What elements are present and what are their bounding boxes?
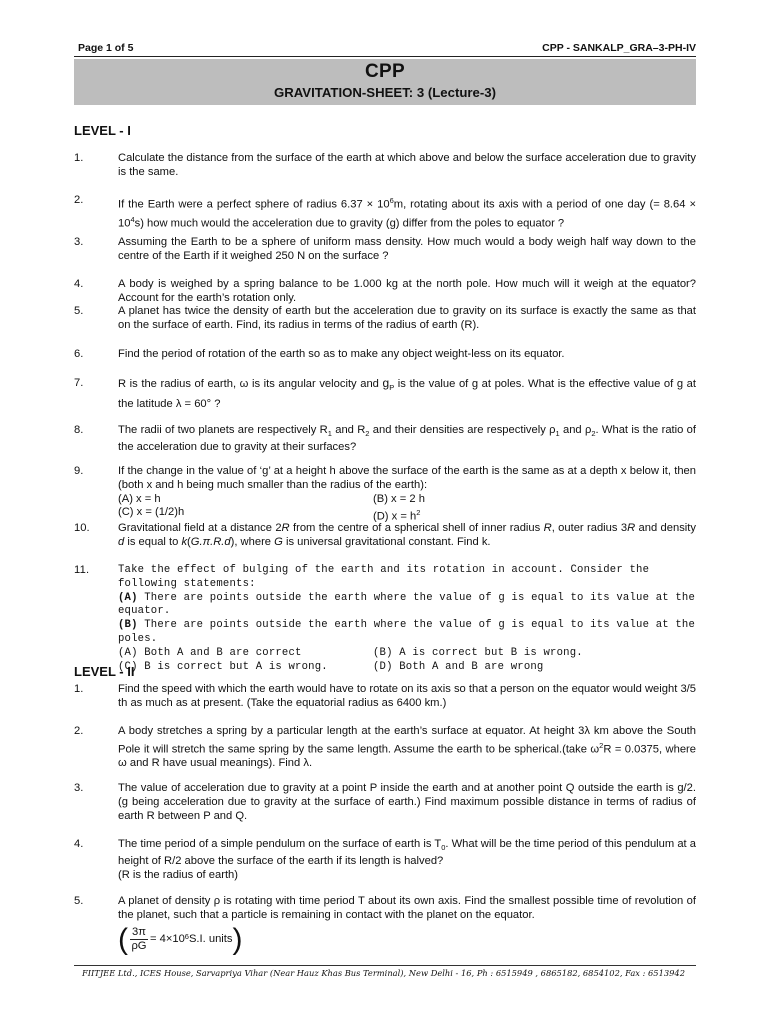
statement-b: (B) There are points outside the earth where the value of g is equal to its value at the poles. <box>118 619 696 645</box>
level-2-question-4 <box>74 838 696 883</box>
question-text: The radii of two planets are respectively $R_1$ and $R_2$ and their densities are respectively $\rho_1$ and $\rho_2$. What is the ratio of the acceleration due to gravity at their surfaces? <box>118 424 696 454</box>
level-1-question-9 <box>74 465 696 525</box>
level-1-question-10 <box>74 522 696 550</box>
option-a: (A) x = h <box>118 492 161 505</box>
option-b: (B) A is correct but B is wrong. <box>373 646 583 659</box>
statement-a: (A) There are points outside the earth where the value of g is equal to its value at the equator. <box>118 591 696 618</box>
question-text: Find the period of rotation of the earth so as to make any object weight-less on its equator. <box>118 348 565 360</box>
question-text: A planet of density ρ is rotating with time period T about its own axis. Find the smallest possible time of revolution of the planet, such that a particle is remaining in contact with the planet on the equator. ( $\frac{3\pi}{\rho G}$ = 4×10 $^6$ S.I. units ) <box>118 895 696 956</box>
fraction: $\frac{3\pi}{\rho G}$ <box>131 925 147 953</box>
question-text: A body is weighed by a spring balance to be 1.000 kg at the north pole. How much will it weigh at the equator? Account for the earth’s rotation only. <box>118 278 696 304</box>
level-2-question-3 <box>74 782 696 823</box>
answer-options <box>118 647 696 675</box>
level-1-heading: LEVEL - I <box>74 123 131 138</box>
question-number: 4. <box>74 838 84 850</box>
title-box <box>74 59 696 105</box>
question-number: 7. <box>74 377 84 389</box>
level-1-question-11 <box>74 564 696 674</box>
question-number: 2. <box>74 725 84 737</box>
level-2-question-2 <box>74 725 696 771</box>
question-text: The time period of a simple pendulum on the surface of earth is $T_0$. What will be the time period of this pendulum at a height of R/2 above the surface of the earth if its length is halved? (R is the radius of earth) <box>118 838 696 881</box>
formula: ( $\frac{3\pi}{\rho G}$ = 4×10 $^6$ S.I. units ) <box>118 922 243 956</box>
question-number: 6. <box>74 348 84 360</box>
question-number: 4. <box>74 278 84 290</box>
question-number: 5. <box>74 895 84 907</box>
level-1-question-7 <box>74 375 696 413</box>
level-2-heading: LEVEL - II <box>74 664 135 679</box>
level-1-question-8 <box>74 424 696 455</box>
level-2-question-1 <box>74 683 696 711</box>
level-1-question-2 <box>74 194 696 231</box>
question-number: 1. <box>74 152 84 164</box>
page-subtitle: GRAVITATION-SHEET: 3 (Lecture-3) <box>273 85 496 100</box>
question-text: If the Earth were a perfect sphere of radius $6.37 \times 10^6m$, rotating about its axis with a period of one day (= $8.64 \times 10^4s$) how much would the acceleration due to gravity (g) differ from the poles to equator ? <box>118 196 696 230</box>
level-1-question-3 <box>74 236 696 264</box>
option-a: (A) Both A and B are correct <box>118 646 302 659</box>
question-number: 5. <box>74 305 84 317</box>
option-d: (D) Both A and B are wrong <box>373 660 544 673</box>
level-2-question-5 <box>74 895 696 954</box>
footer-address: FIITJEE Ltd., ICES House, Sarvapriya Vihar (Near Hauz Khas Bus Terminal), New Delhi - 16, Ph : 6515949 , 6865182, 6854102, Fax : 6513942 <box>82 968 685 978</box>
option-c: (C) B is correct but A is wrong. <box>118 660 328 673</box>
option-d: (D) $x = h^2$ <box>373 508 421 524</box>
question-number: 8. <box>74 424 84 436</box>
page-title: CPP <box>365 61 405 82</box>
question-text: Find the speed with which the earth would have to rotate on its axis so that a person on the equator would weight 3/5 th as much as at present. (Take the equatorial radius as 6400 km.) <box>118 683 696 709</box>
question-text: If the change in the value of ‘g’ at a height h above the surface of the earth is the same as at a depth x below it, then (both x and h being much smaller than the radius of the earth): (A) x = h (B) x = 2 h (C) x = (1/2)h (D) $x = h^2$ <box>118 465 696 524</box>
question-number: 3. <box>74 236 84 248</box>
level-1-question-5 <box>74 305 696 333</box>
level-1-question-1 <box>74 152 696 180</box>
question-text: A body stretches a spring by a particular length at the earth’s surface at equator. At height 3λ km above the South Pole it will stretch the same spring by the same length. Assume the earth to be spherical.(take $\omega^2R = 0.0375$, where ω and R have usual meanings). Find λ. <box>118 725 696 770</box>
option-c: (C) x = (1/2)h <box>118 506 185 519</box>
question-text: Assuming the Earth to be a sphere of uniform mass density. How much would a body weigh half way down to the centre of the Earth if it weighed 250 N on the surface ? <box>118 236 696 262</box>
document-code: CPP - SANKALP_GRA–3-PH-IV <box>542 42 696 54</box>
level-1-question-4 <box>74 278 696 306</box>
question-number: 11. <box>74 564 90 576</box>
answer-options <box>118 493 696 525</box>
header-rule <box>74 56 696 57</box>
question-number: 2. <box>74 194 84 206</box>
question-text: Calculate the distance from the surface of the earth at which above and below the surface acceleration due to gravity is the same. <box>118 152 696 178</box>
question-text: The value of acceleration due to gravity at a point P inside the earth and at another point Q outside the earth is g/2. (g being acceleration due to gravity at the surface of earth.) Find maximum possible distance in terms of radius of earth R between P and Q. <box>118 782 696 822</box>
footer-rule <box>74 965 696 966</box>
question-text: A planet has twice the density of earth but the acceleration due to gravity on its surface is exactly the same as that on the surface of earth. Find, its radius in terms of the radius of earth (R). <box>118 305 696 331</box>
option-b: (B) x = 2 h <box>373 492 425 505</box>
page-number: Page 1 of 5 <box>78 42 134 54</box>
question-text: R is the radius of earth, ω is its angular velocity and $g_P$ is the value of g at poles. What is the effective value of g at the latitude λ = 60° ? <box>118 376 696 411</box>
level-1-question-6 <box>74 348 696 362</box>
question-number: 3. <box>74 782 84 794</box>
question-number: 9. <box>74 465 84 477</box>
question-text: Take the effect of bulging of the earth and its rotation in account. Consider the following statements: (A) There are points outside the earth where the value of g is equal to its value at the equator. (B) There are points outside the earth where the value of g is equal to its value at the poles. (A) Both A and B are correct (B) A is correct but B is wrong. (C) B is correct but A is wrong. (D) Both A and B are wrong <box>118 564 696 673</box>
question-number: 10. <box>74 522 90 534</box>
question-number: 1. <box>74 683 84 695</box>
question-text: Gravitational field at a distance 2R from the centre of a spherical shell of inner radius R, outer radius 3R and density d is equal to k(G.π.R.d), where G is universal gravitational constant. Find k. <box>118 522 696 548</box>
